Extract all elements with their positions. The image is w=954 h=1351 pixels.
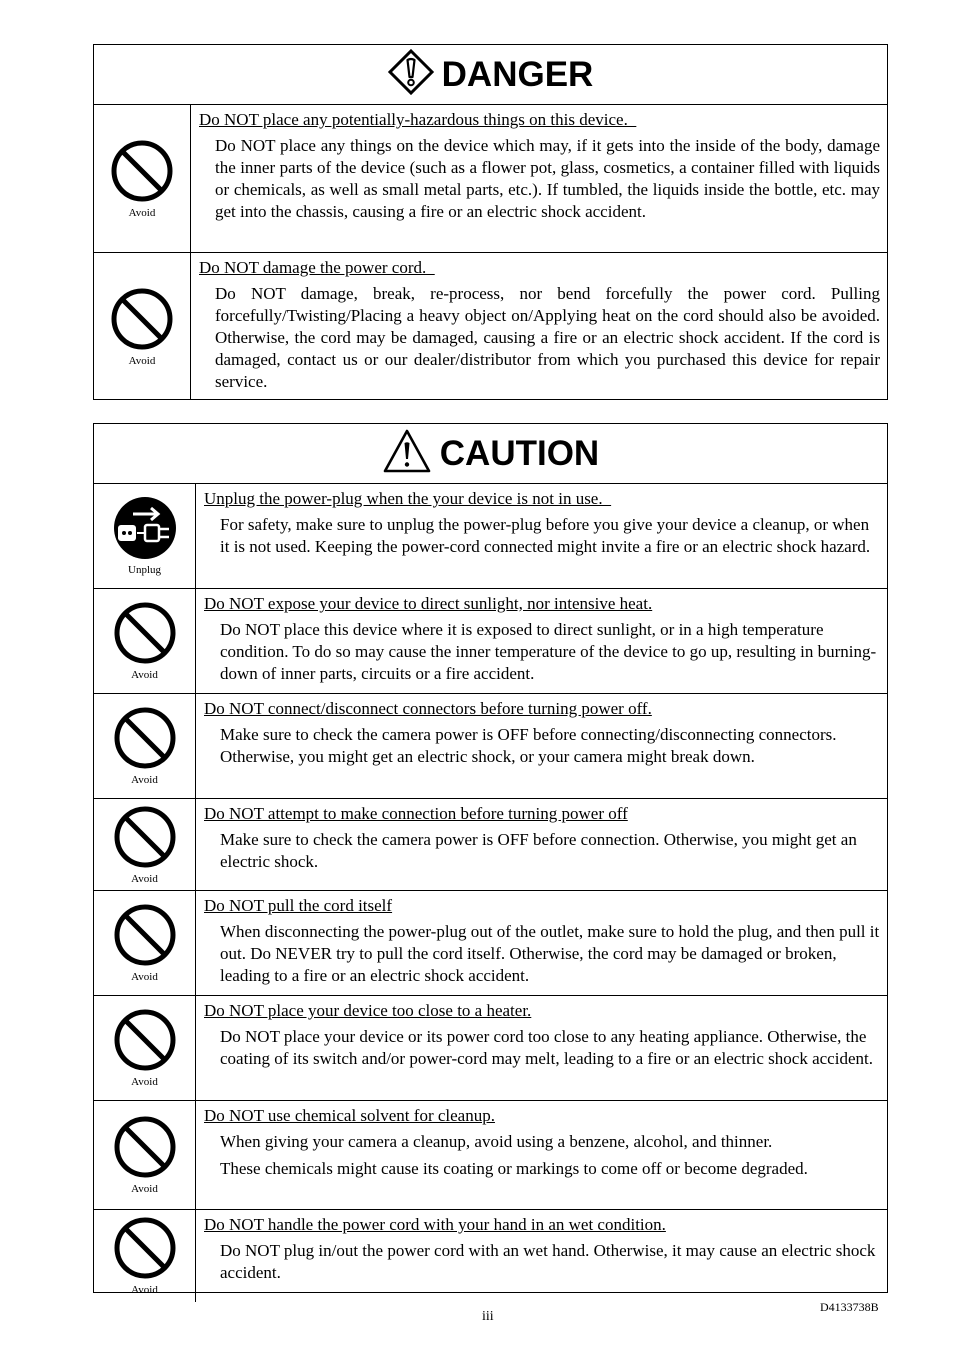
item-body [204, 619, 880, 685]
danger-header [94, 45, 887, 105]
item-heading: Do NOT use chemical solvent for cleanup. [204, 1106, 495, 1125]
item-heading: Do NOT place your device too close to a heater. [204, 1001, 532, 1020]
danger-box [93, 44, 888, 400]
caution-icon-cell [94, 589, 196, 693]
caution-text-cell [196, 694, 887, 798]
caution-text-cell [196, 1210, 887, 1302]
item-body-paragraph: Do NOT damage, break, re-process, nor bend forcefully the power cord. Pulling forcefully/Twisting/Placing a heavy object on/Applying heat on the cord should also be avoided. Otherwise, the cord may be damaged, causing a fire or an electric shock accident. If the cord is damaged, contact us or our dealer/distributor from which you purchased this device for repair service. [215, 284, 880, 391]
caution-icon-cell [94, 891, 196, 995]
icon-label: Avoid [128, 206, 156, 219]
icon-label: Avoid [131, 669, 158, 681]
item-body-paragraph: Do NOT place your device or its power cord too close to any heating appliance. Otherwise, the coating of its switch and/or power-cord may melt, leading to a fire or an electric shock accident. [220, 1027, 873, 1068]
caution-text-cell [196, 799, 887, 890]
item-body [199, 135, 880, 223]
caution-box [93, 423, 888, 1296]
caution-text-cell [196, 1101, 887, 1209]
prohibition-icon [113, 903, 177, 967]
document-code: D4133738B [820, 1300, 879, 1314]
danger-row [94, 105, 887, 252]
prohibition-icon [113, 601, 177, 665]
caution-icon-cell [94, 996, 196, 1100]
item-body [204, 829, 880, 873]
caution-icon-cell [94, 1101, 196, 1209]
caution-title: CAUTION [439, 433, 600, 473]
caution-row [94, 588, 887, 693]
caution-row [94, 1100, 887, 1209]
item-heading: Do NOT pull the cord itself [204, 896, 393, 915]
caution-icon-cell [94, 799, 196, 890]
item-body-paragraph: When giving your camera a cleanup, avoid using a benzene, alcohol, and thinner. [220, 1132, 773, 1151]
unplug-icon [113, 496, 177, 560]
item-body-paragraph: Do NOT place any things on the device which may, if it gets into the inside of the body, damage the inner parts of the device (such as a flower pot, glass, cosmetics, a container filled with liquids or chemicals, as well as small metal parts, etc.). If tumbled, the liquids inside the bottle, etc. may get into the chassis, causing a fire or an electric shock accident. [215, 136, 880, 221]
icon-label: Avoid [131, 774, 158, 786]
icon-label: Avoid [128, 354, 156, 367]
caution-row [94, 890, 887, 995]
prohibition-icon [110, 287, 174, 351]
prohibition-icon [113, 1008, 177, 1072]
caution-icon-cell [94, 694, 196, 798]
icon-label: Avoid [131, 1284, 158, 1296]
item-body-paragraph: Make sure to check the camera power is OFF before connecting/disconnecting connectors. Otherwise, you might get an electric shock, or your camera might break down. [220, 725, 837, 766]
danger-icon-cell [94, 105, 191, 252]
prohibition-icon [113, 1115, 177, 1179]
item-heading: Do NOT place any potentially-hazardous things on this device. [199, 110, 637, 129]
danger-diamond-icon [388, 49, 434, 100]
caution-header [94, 424, 887, 484]
danger-icon-cell [94, 253, 191, 400]
icon-label: Avoid [131, 1183, 158, 1195]
item-body-paragraph: Do NOT place this device where it is exposed to direct sunlight, or in a high temperature condition. To do so may cause the inner temperature of the device to go up, resulting in burning-down of inner parts, circuits or a fire accident. [220, 620, 877, 683]
icon-label: Avoid [131, 971, 158, 983]
item-heading: Do NOT expose your device to direct sunlight, nor intensive heat. [204, 594, 653, 613]
caution-row [94, 1209, 887, 1302]
item-body [204, 1240, 880, 1284]
caution-row [94, 693, 887, 798]
caution-text-cell [196, 996, 887, 1100]
item-body [204, 514, 880, 558]
item-body-paragraph: Make sure to check the camera power is OFF before connection. Otherwise, you might get an electric shock. [220, 830, 857, 871]
icon-label: Unplug [128, 564, 161, 576]
item-heading: Do NOT handle the power cord with your hand in an wet condition. [204, 1215, 666, 1234]
danger-row [94, 252, 887, 400]
item-heading: Do NOT connect/disconnect connectors before turning power off. [204, 699, 652, 718]
caution-triangle-icon [382, 428, 432, 479]
item-heading: Unplug the power-plug when the your device is not in use. [204, 489, 612, 508]
item-body-paragraph: Do NOT plug in/out the power cord with an wet hand. Otherwise, it may cause an electric shock accident. [220, 1241, 876, 1282]
caution-icon-cell [94, 484, 196, 588]
caution-text-cell [196, 484, 887, 588]
item-body [204, 724, 880, 768]
item-body-paragraph: When disconnecting the power-plug out of the outlet, make sure to hold the plug, and then pull it out. Do NEVER try to pull the cord itself. Otherwise, the cord may be damaged or broken, leading to a fire or an electric shock accident. [220, 922, 880, 985]
icon-label: Avoid [131, 1076, 158, 1088]
prohibition-icon [113, 805, 177, 869]
item-body-paragraph: These chemicals might cause its coating or markings to come off or become degraded. [220, 1159, 808, 1178]
caution-row [94, 995, 887, 1100]
item-heading: Do NOT attempt to make connection before turning power off [204, 804, 628, 823]
caution-row [94, 484, 887, 588]
caution-row [94, 798, 887, 890]
danger-title: DANGER [441, 54, 594, 94]
caution-text-cell [196, 589, 887, 693]
prohibition-icon [113, 1216, 177, 1280]
danger-text-cell [191, 253, 887, 400]
item-body [204, 921, 880, 987]
item-body [199, 283, 880, 393]
item-body [204, 1026, 880, 1070]
prohibition-icon [113, 706, 177, 770]
icon-label: Avoid [131, 872, 158, 885]
prohibition-icon [110, 139, 174, 203]
item-body-paragraph: For safety, make sure to unplug the power-plug before you give your device a cleanup, or when it is not used. Keeping the power-cord connected might invite a fire or an electric shock hazard. [220, 515, 871, 556]
item-body [204, 1131, 880, 1180]
item-heading: Do NOT damage the power cord. [199, 258, 435, 277]
caution-text-cell [196, 891, 887, 995]
page-number: iii [482, 1309, 494, 1324]
danger-text-cell [191, 105, 887, 252]
caution-icon-cell [94, 1210, 196, 1302]
